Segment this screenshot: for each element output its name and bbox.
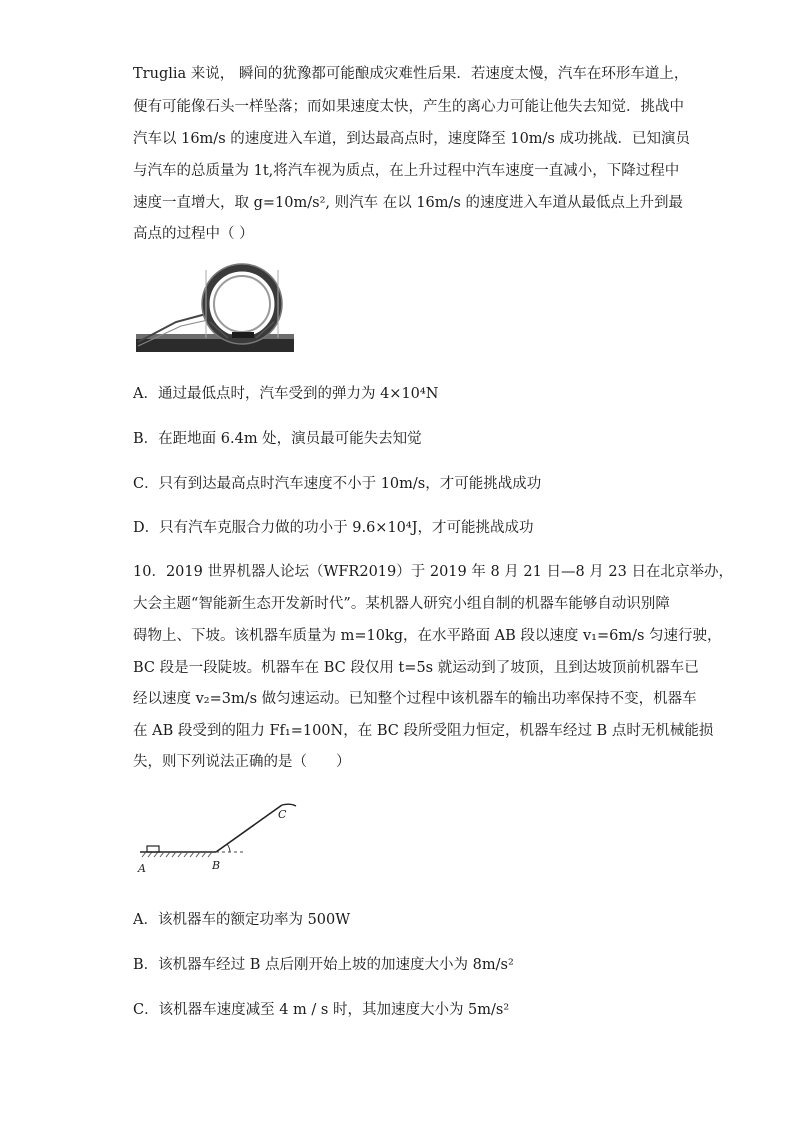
loop-track-figure: [136, 262, 294, 352]
q9-option-c: C．只有到达最高点时汽车速度不小于 10m/s，才可能挑战成功: [133, 476, 542, 492]
q10-line-5: 经以速度 v₂=3m/s 做匀速运动。已知整个过程中该机器车的输出功率保持不变，机器车: [133, 691, 697, 707]
q10-option-a: A．该机器车的额定功率为 500W: [133, 912, 351, 928]
point-b-label: B: [212, 859, 221, 872]
q10-option-c: C．该机器车速度减至 4 m / s 时，其加速度大小为 5m/s²: [133, 1002, 510, 1018]
q9-line-4: 与汽车的总质量为 1t,将汽车视为质点，在上升过程中汽车速度一直减小，下降过程中: [133, 163, 680, 179]
q9-line-1: Truglia 来说， 瞬间的犹豫都可能酿成灾难性后果．若速度太慢，汽车在环形车道上，: [133, 66, 689, 82]
q10-line-1: 10．2019 世界机器人论坛（WFR2019）于 2019 年 8 月 21 日—8 月 23 日在北京举办，: [133, 564, 733, 580]
q9-line-5: 速度一直增大，取 g=10m/s², 则汽车 在以 16m/s 的速度进入车道从最低点上升到最: [133, 195, 683, 211]
q10-line-4: BC 段是一段陡坡。机器车在 BC 段仅用 t=5s 就运动到了坡顶，且到达坡顶前机器车已: [133, 660, 699, 676]
q10-line-2: 大会主题“智能新生态开发新时代”。某机器人研究小组自制的机器车能够自动识别障: [133, 596, 670, 612]
q10-option-b: B．该机器车经过 B 点后刚开始上坡的加速度大小为 8m/s²: [133, 957, 514, 973]
q9-option-d: D．只有汽车克服合力做的功小于 9.6×10⁴J，才可能挑战成功: [133, 520, 534, 536]
point-c-label: C: [278, 808, 287, 821]
q9-line-3: 汽车以 16m/s 的速度进入车道，到达最高点时，速度降至 10m/s 成功挑战．已知演员: [133, 131, 690, 147]
q10-line-3: 碍物上、下坡。该机器车质量为 m=10kg，在水平路面 AB 段以速度 v₁=6m/s 匀速行驶，: [133, 628, 722, 644]
q10-line-7: 失，则下列说法正确的是（ ）: [133, 754, 351, 770]
q9-line-2: 便有可能像石头一样坠落；而如果速度太快，产生的离心力可能让他失去知觉．挑战中: [133, 99, 684, 115]
q9-option-b: B．在距地面 6.4m 处，演员最可能失去知觉: [133, 431, 422, 447]
point-a-label: A: [138, 862, 146, 875]
slope-diagram: [134, 802, 304, 877]
q10-line-6: 在 AB 段受到的阻力 Ff₁=100N，在 BC 段所受阻力恒定，机器车经过 B 点时无机械能损: [133, 723, 714, 739]
q9-option-a: A．通过最低点时，汽车受到的弹力为 4×10⁴N: [133, 386, 439, 402]
q9-line-6: 高点的过程中（ ）: [133, 226, 254, 242]
